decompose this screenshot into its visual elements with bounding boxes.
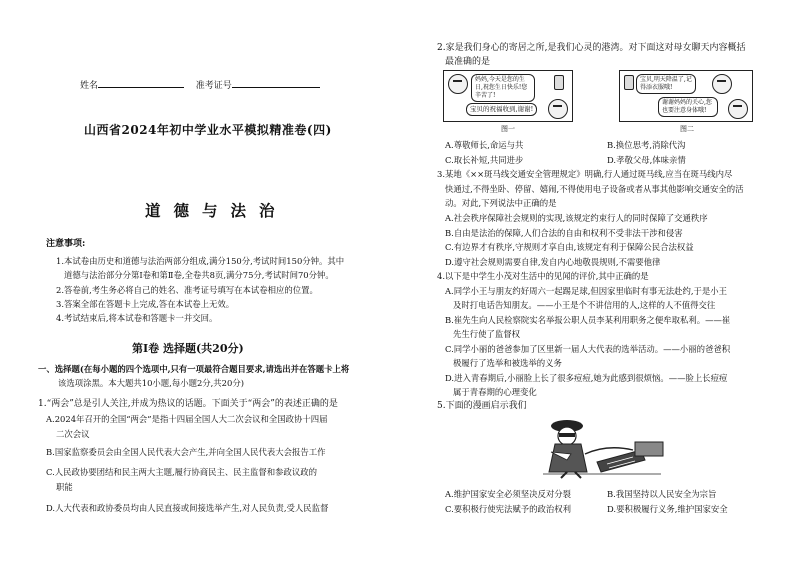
comic-panel-1 bbox=[443, 70, 573, 122]
mother-avatar-icon bbox=[712, 74, 732, 94]
q4-option-c[interactable]: C.同学小丽的爸爸参加了区里新一届人大代表的选举活动。——小丽的爸爸积 bbox=[445, 344, 731, 354]
comic1-reply: 宝贝的祝福收到,谢谢! bbox=[466, 103, 537, 116]
q2-stem-cont: 最准确的是 bbox=[445, 57, 491, 67]
comic2-caption: 图二 bbox=[680, 125, 694, 133]
exam-title: 山西省2024年初中学业水平模拟精准卷(四) bbox=[84, 123, 332, 137]
right-column bbox=[397, 0, 794, 561]
exam-no-label: 准考证号 bbox=[195, 81, 232, 91]
q3-stem-cont: 快通过,不得坐卧、停留、嬉闹,不得使用电子设备或者从事其他影响交通安全的活 bbox=[445, 184, 744, 194]
q3-stem-cont: 动。对此,下列说法中正确的是 bbox=[445, 198, 557, 208]
section-instruction: 一、选择题(在每小题的四个选项中,只有一项最符合题目要求,请选出并在答题卡上将 bbox=[38, 364, 350, 374]
q4-option-d-cont: 属于青春期的心理变化 bbox=[453, 387, 537, 397]
q1-option-c[interactable]: C.人民政协要团结和民主两大主题,履行协商民主、民主监督和参政议政的 bbox=[46, 467, 318, 477]
notice-item: 3.答案全部在答题卡上完成,答在本试卷上无效。 bbox=[56, 299, 235, 309]
comic-panel-2 bbox=[619, 70, 753, 122]
q1-stem: 1.“两会”总是引人关注,并成为热议的话题。下面关于“两会”的表述正确的是 bbox=[38, 399, 338, 409]
name-label: 姓名 bbox=[80, 81, 99, 91]
q3-stem: 3.某地《××斑马线交通安全管理规定》明确,行人通过斑马线,应当在斑马线内尽 bbox=[437, 169, 733, 179]
spy-cartoon-icon bbox=[537, 414, 667, 480]
section-instruction: 该选项涂黑。本大题共10小题,每小题2分,共20分) bbox=[58, 378, 244, 388]
q2-option-d[interactable]: D.孝敬父母,体味亲情 bbox=[607, 155, 686, 165]
q4-option-d[interactable]: D.进入青春期后,小丽脸上长了很多痘痘,她为此感到很烦恼。——脸上长痘痘 bbox=[445, 373, 728, 383]
q5-stem: 5.下面的漫画启示我们 bbox=[437, 401, 527, 411]
q5-option-b[interactable]: B.我国坚持以人民安全为宗旨 bbox=[607, 489, 717, 499]
comic2-reply: 谢谢妈妈的关心,您也要注意身体哦! bbox=[658, 97, 718, 117]
mother-avatar-icon bbox=[548, 99, 568, 119]
comic1-message: 妈妈,今天是您的生日,祝您生日快乐!您辛苦了! bbox=[471, 74, 535, 102]
notice-title: 注意事项: bbox=[46, 239, 86, 249]
q3-option-c[interactable]: C.有边界才有秩序,守规则才享自由,该规定有利于保障公民合法权益 bbox=[445, 242, 694, 252]
q4-option-a-cont: 及时打电话告知朋友。——小王是个不讲信用的人,这样的人不值得交往 bbox=[453, 300, 716, 310]
q2-option-a[interactable]: A.尊敬师长,命运与共 bbox=[445, 140, 524, 150]
comic2-message: 宝贝,明天降温了,记得添衣服哦! bbox=[636, 74, 696, 94]
q4-option-a[interactable]: A.同学小王与朋友约好周六一起踢足球,但因家里临时有事无法赴约,于是小王 bbox=[445, 286, 728, 296]
q4-option-c-cont: 极履行了选举和被选举的义务 bbox=[453, 358, 562, 368]
q3-option-d[interactable]: D.遵守社会规则需要自律,发自内心地敬畏规则,不需要他律 bbox=[445, 257, 661, 267]
q1-option-a[interactable]: A.2024年召开的全国“两会”是指十四届全国人大二次会议和全国政协十四届 bbox=[46, 414, 328, 424]
part1-title: 第Ⅰ卷 选择题(共20分) bbox=[132, 342, 244, 355]
q4-option-b[interactable]: B.崔先生向人民检察院实名举报公职人员李某利用职务之便牟取私利。——崔 bbox=[445, 315, 731, 325]
q2-stem: 2.家是我们身心的寄居之所,是我们心灵的港湾。对下面这对母女聊天内容概括 bbox=[437, 43, 746, 53]
q4-stem: 4.以下是中学生小茂对生活中的见闻的评价,其中正确的是 bbox=[437, 271, 649, 281]
notice-item: 道德与法治部分分第Ⅰ卷和第Ⅱ卷,全卷共8页,满分75分,考试时间70分钟。 bbox=[64, 270, 334, 280]
phone-icon bbox=[624, 75, 634, 90]
phone-icon bbox=[554, 75, 564, 90]
q3-option-b[interactable]: B.自由是法治的保障,人们合法的自由和权利不受非法干涉和侵害 bbox=[445, 228, 683, 238]
q1-option-a-cont: 二次会议 bbox=[56, 429, 90, 439]
q1-option-b[interactable]: B.国家监察委员会由全国人民代表大会产生,并向全国人民代表大会报告工作 bbox=[46, 447, 326, 457]
daughter-avatar-icon bbox=[728, 99, 748, 119]
q4-option-b-cont: 先生行使了监督权 bbox=[453, 329, 520, 339]
q5-option-a[interactable]: A.维护国家安全必须坚决反对分裂 bbox=[445, 489, 571, 499]
name-underline bbox=[98, 78, 184, 88]
q1-option-c-cont: 职能 bbox=[56, 482, 73, 492]
q2-option-c[interactable]: C.取长补短,共同进步 bbox=[445, 155, 524, 165]
q5-option-c[interactable]: C.要积极行使宪法赋予的政治权利 bbox=[445, 504, 572, 514]
daughter-avatar-icon bbox=[448, 74, 468, 94]
q1-option-d[interactable]: D.人大代表和政协委员均由人民直接或间接选举产生,对人民负责,受人民监督 bbox=[46, 503, 329, 513]
q2-option-b[interactable]: B.换位思考,消除代沟 bbox=[607, 140, 686, 150]
name-field[interactable] bbox=[80, 78, 320, 93]
notice-item: 1.本试卷由历史和道德与法治两部分组成,满分150分,考试时间150分钟。其中 bbox=[56, 256, 345, 266]
q5-option-d[interactable]: D.要积极履行义务,维护国家安全 bbox=[607, 504, 728, 514]
q3-option-a[interactable]: A.社会秩序保障社会规则的实现,该规定约束行人的同时保障了交通秩序 bbox=[445, 213, 708, 223]
comic1-caption: 图一 bbox=[501, 125, 515, 133]
subject-title: 道德与法治 bbox=[145, 201, 288, 220]
exam-no-underline bbox=[232, 78, 320, 88]
q5-cartoon bbox=[537, 414, 667, 480]
notice-item: 2.答卷前,考生务必将自己的姓名、准考证号填写在本试卷相应的位置。 bbox=[56, 285, 318, 295]
notice-item: 4.考试结束后,将本试卷和答题卡一并交回。 bbox=[56, 313, 218, 323]
